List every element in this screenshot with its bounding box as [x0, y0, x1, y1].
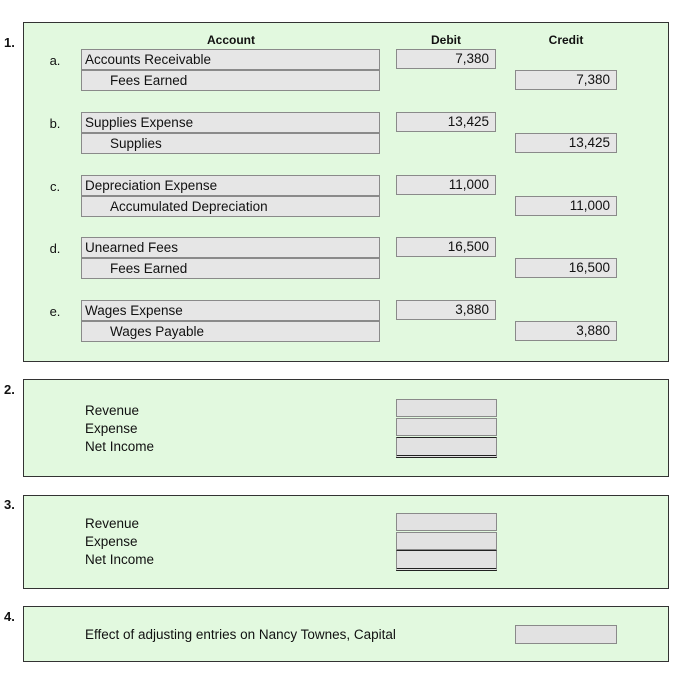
entry-letter-e: e.: [49, 304, 61, 319]
question-number-4: 4.: [4, 609, 15, 624]
entry-letter-c: c.: [49, 179, 61, 194]
q3-revenue-label: Revenue: [85, 516, 140, 531]
entry-e-debit-amount-field[interactable]: 3,880: [396, 300, 496, 320]
debit-header: Debit: [431, 33, 461, 47]
entry-c-credit-account-field[interactable]: Accumulated Depreciation: [81, 196, 380, 217]
credit-header: Credit: [548, 33, 584, 47]
entry-letter-a: a.: [49, 53, 61, 68]
q2-net-income-label: Net Income: [85, 439, 155, 454]
entry-b-debit-amount-field[interactable]: 13,425: [396, 112, 496, 132]
entry-a-credit-account-field[interactable]: Fees Earned: [81, 70, 380, 91]
entry-e-debit-account-field[interactable]: Wages Expense: [81, 300, 380, 321]
entry-c-debit-amount-field[interactable]: 11,000: [396, 175, 496, 195]
q3-net-income-input[interactable]: [396, 550, 497, 571]
question-number-2: 2.: [4, 382, 15, 397]
entry-a-credit-amount-field[interactable]: 7,380: [515, 70, 617, 90]
q2-revenue-label: Revenue: [85, 403, 140, 418]
account-header: Account: [207, 33, 255, 47]
entry-d-debit-account-field[interactable]: Unearned Fees: [81, 237, 380, 258]
q2-expense-input[interactable]: [396, 418, 497, 436]
capital-effect-input[interactable]: [515, 625, 617, 644]
entry-d-credit-amount-field[interactable]: 16,500: [515, 258, 617, 278]
entry-c-debit-account-field[interactable]: Depreciation Expense: [81, 175, 380, 196]
q2-revenue-input[interactable]: [396, 399, 497, 417]
q3-net-income-label: Net Income: [85, 552, 155, 567]
entry-b-credit-account-field[interactable]: Supplies: [81, 133, 380, 154]
entry-b-debit-account-field[interactable]: Supplies Expense: [81, 112, 380, 133]
q2-net-income-input[interactable]: [396, 437, 497, 458]
entry-b-credit-amount-field[interactable]: 13,425: [515, 133, 617, 153]
entry-d-credit-account-field[interactable]: Fees Earned: [81, 258, 380, 279]
entry-d-debit-amount-field[interactable]: 16,500: [396, 237, 496, 257]
question-number-1: 1.: [4, 35, 15, 50]
entry-e-credit-amount-field[interactable]: 3,880: [515, 321, 617, 341]
question-number-3: 3.: [4, 497, 15, 512]
q3-revenue-input[interactable]: [396, 513, 497, 531]
q3-expense-label: Expense: [85, 534, 138, 549]
q2-expense-label: Expense: [85, 421, 138, 436]
entry-letter-d: d.: [49, 241, 61, 256]
entry-e-credit-account-field[interactable]: Wages Payable: [81, 321, 380, 342]
entry-a-debit-amount-field[interactable]: 7,380: [396, 49, 496, 69]
entry-letter-b: b.: [49, 116, 61, 131]
entry-a-debit-account-field[interactable]: Accounts Receivable: [81, 49, 380, 70]
entry-c-credit-amount-field[interactable]: 11,000: [515, 196, 617, 216]
q3-expense-input[interactable]: [396, 532, 497, 550]
capital-effect-label: Effect of adjusting entries on Nancy Townes, Capital: [85, 627, 396, 642]
